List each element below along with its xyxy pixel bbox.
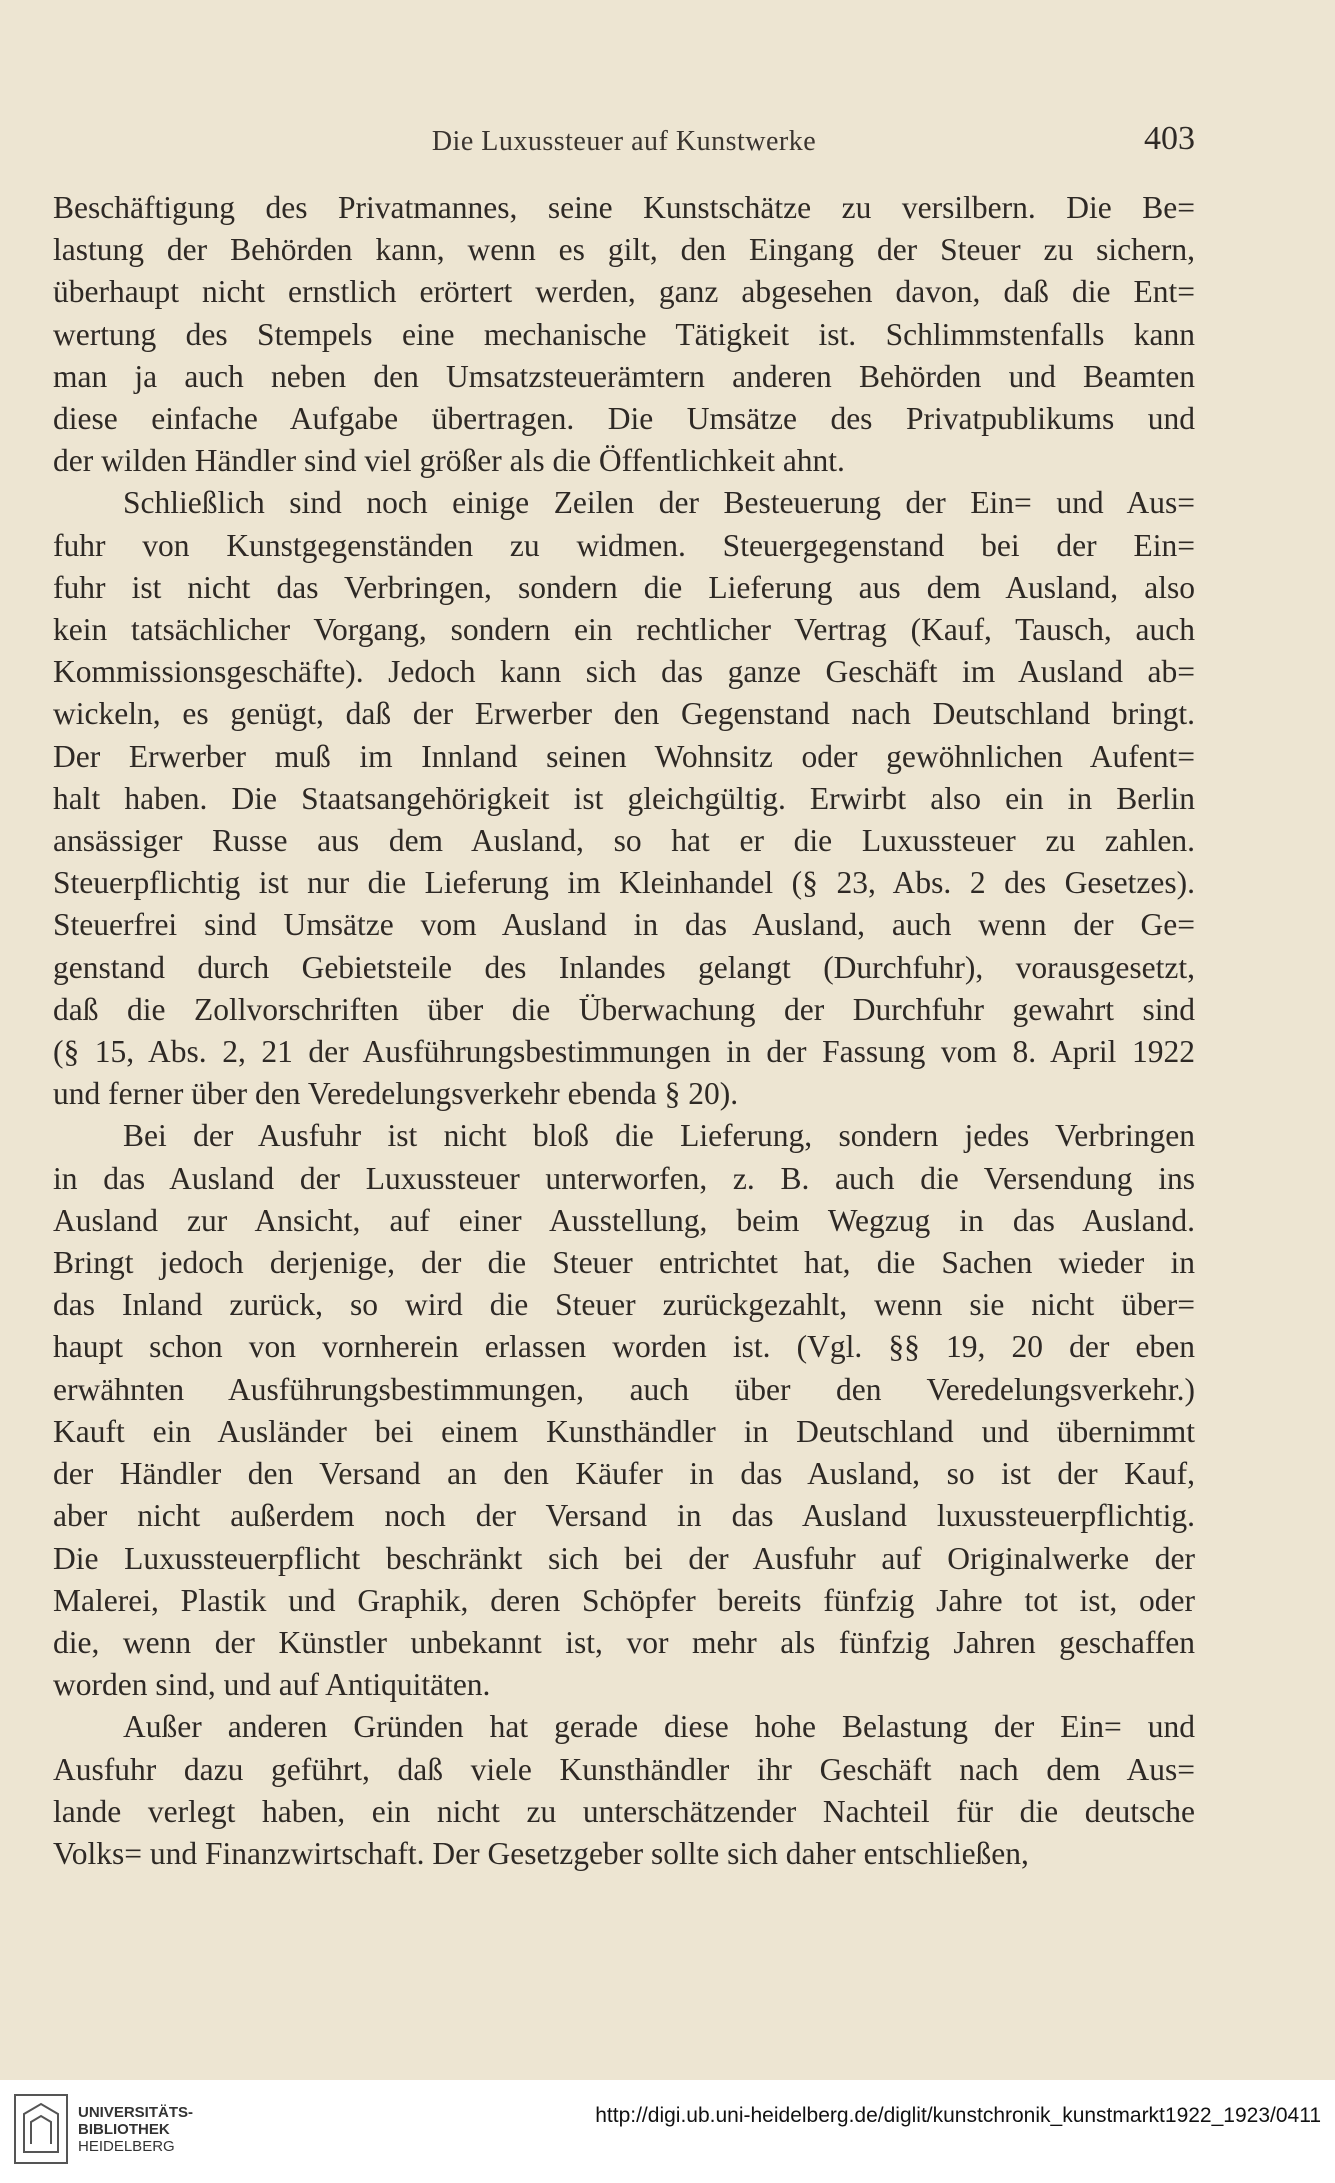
page-number: 403 (1144, 120, 1195, 157)
text-line: Beschäftigung des Privatmannes, seine Kunstschätze zu versilbern. Die Be= (53, 190, 1195, 225)
paragraph (53, 1706, 1195, 1875)
text-line: überhaupt nicht ernstlich erörtert werden, ganz abgesehen davon, daß die Ent= (53, 274, 1195, 310)
library-name (78, 2104, 193, 2155)
text-line: Ausfuhr dazu geführt, daß viele Kunsthändler ihr Geschäft nach dem Aus= (53, 1751, 1195, 1787)
paragraph (53, 482, 1195, 1115)
text-line: Volks= und Finanzwirtschaft. Der Gesetzgeber sollte sich daher entschließen, (53, 1835, 1029, 1871)
text-line: lande verlegt haben, ein nicht zu unterschätzender Nachteil für die deutsche (53, 1793, 1195, 1829)
text-line: und ferner über den Veredelungsverkehr ebenda § 20). (53, 1076, 739, 1112)
text-line: aber nicht außerdem noch der Versand in das Ausland luxussteuerpflichtig. (53, 1498, 1195, 1534)
text-line: halt haben. Die Staatsangehörigkeit ist gleichgültig. Erwirbt also ein in Berlin (53, 780, 1195, 816)
text-line: erwähnten Ausführungsbestimmungen, auch über den Veredelungsverkehr.) (53, 1371, 1195, 1407)
university-seal-icon (14, 2094, 68, 2164)
text-line: der Händler den Versand an den Käufer in das Ausland, so ist der Kauf, (53, 1456, 1195, 1492)
text-line: (§ 15, Abs. 2, 21 der Ausführungsbestimmungen in der Fassung vom 8. April 1922 (53, 1034, 1195, 1070)
running-title: Die Luxussteuer auf Kunstwerke (431, 126, 817, 157)
text-line: der wilden Händler sind viel größer als die Öffentlichkeit ahnt. (53, 443, 845, 479)
text-line: wickeln, es genügt, daß der Erwerber den Gegenstand nach Deutschland bringt. (53, 696, 1195, 732)
paragraph (53, 187, 1195, 482)
text-line: Steuerfrei sind Umsätze vom Ausland in das Ausland, auch wenn der Ge= (53, 907, 1195, 943)
text-line: Außer anderen Gründen hat gerade diese hohe Belastung der Ein= und (123, 1709, 1195, 1745)
text-line: Kauft ein Ausländer bei einem Kunsthändler in Deutschland und übernimmt (53, 1413, 1195, 1449)
text-line: Bei der Ausfuhr ist nicht bloß die Lieferung, sondern jedes Verbringen (123, 1118, 1195, 1154)
text-line: fuhr ist nicht das Verbringen, sondern die Lieferung aus dem Ausland, also (53, 569, 1195, 605)
text-line: daß die Zollvorschriften über die Überwachung der Durchfuhr gewahrt sind (53, 991, 1195, 1027)
body-text (53, 187, 1195, 1875)
text-line: ansässiger Russe aus dem Ausland, so hat er die Luxussteuer zu zahlen. (53, 823, 1195, 859)
text-line: wertung des Stempels eine mechanische Tätigkeit ist. Schlimmstenfalls kann (53, 316, 1195, 352)
text-line: worden sind, und auf Antiquitäten. (53, 1667, 491, 1703)
library-line-2: BIBLIOTHEK (78, 2121, 170, 2138)
text-line: Kommissionsgeschäfte). Jedoch kann sich das ganze Geschäft im Ausland ab= (53, 654, 1195, 690)
text-line: diese einfache Aufgabe übertragen. Die Umsätze des Privatpublikums und (53, 401, 1195, 437)
text-line: lastung der Behörden kann, wenn es gilt, den Eingang der Steuer zu sichern, (53, 232, 1195, 268)
text-line: man ja auch neben den Umsatzsteuerämtern anderen Behörden und Beamten (53, 358, 1195, 394)
text-line: das Inland zurück, so wird die Steuer zurückgezahlt, wenn sie nicht über= (53, 1287, 1195, 1323)
text-line: Die Luxussteuerpflicht beschränkt sich bei der Ausfuhr auf Originalwerke der (53, 1540, 1195, 1576)
text-line: Ausland zur Ansicht, auf einer Ausstellung, beim Wegzug in das Ausland. (53, 1202, 1195, 1238)
text-line: Bringt jedoch derjenige, der die Steuer entrichtet hat, die Sachen wieder in (53, 1245, 1195, 1281)
paragraph (53, 1115, 1195, 1706)
footer-bar (0, 2080, 1335, 2183)
text-line: Steuerpflichtig ist nur die Lieferung im Kleinhandel (§ 23, Abs. 2 des Gesetzes). (53, 865, 1195, 901)
text-line: fuhr von Kunstgegenständen zu widmen. Steuergegenstand bei der Ein= (53, 527, 1195, 563)
library-line-1: UNIVERSITÄTS- (78, 2104, 194, 2121)
text-line: Der Erwerber muß im Innland seinen Wohnsitz oder gewöhnlichen Aufent= (53, 738, 1195, 774)
library-line-3: HEIDELBERG (78, 2138, 175, 2155)
text-line: haupt schon von vornherein erlassen worden ist. (Vgl. §§ 19, 20 der eben (53, 1329, 1195, 1365)
text-line: genstand durch Gebietsteile des Inlandes gelangt (Durchfuhr), vorausgesetzt, (53, 949, 1195, 985)
text-line: in das Ausland der Luxussteuer unterworfen, z. B. auch die Versendung ins (53, 1160, 1195, 1196)
text-line: Malerei, Plastik und Graphik, deren Schöpfer bereits fünfzig Jahre tot ist, oder (53, 1582, 1195, 1618)
text-line: die, wenn der Künstler unbekannt ist, vor mehr als fünfzig Jahren geschaffen (53, 1624, 1195, 1660)
running-header (53, 118, 1195, 168)
text-line: Schließlich sind noch einige Zeilen der Besteuerung der Ein= und Aus= (123, 485, 1195, 521)
source-url[interactable]: http://digi.ub.uni-heidelberg.de/diglit/kunstchronik_kunstmarkt1922_1923/0411 (595, 2104, 1321, 2127)
text-line: kein tatsächlicher Vorgang, sondern ein rechtlicher Vertrag (Kauf, Tausch, auch (53, 612, 1195, 648)
